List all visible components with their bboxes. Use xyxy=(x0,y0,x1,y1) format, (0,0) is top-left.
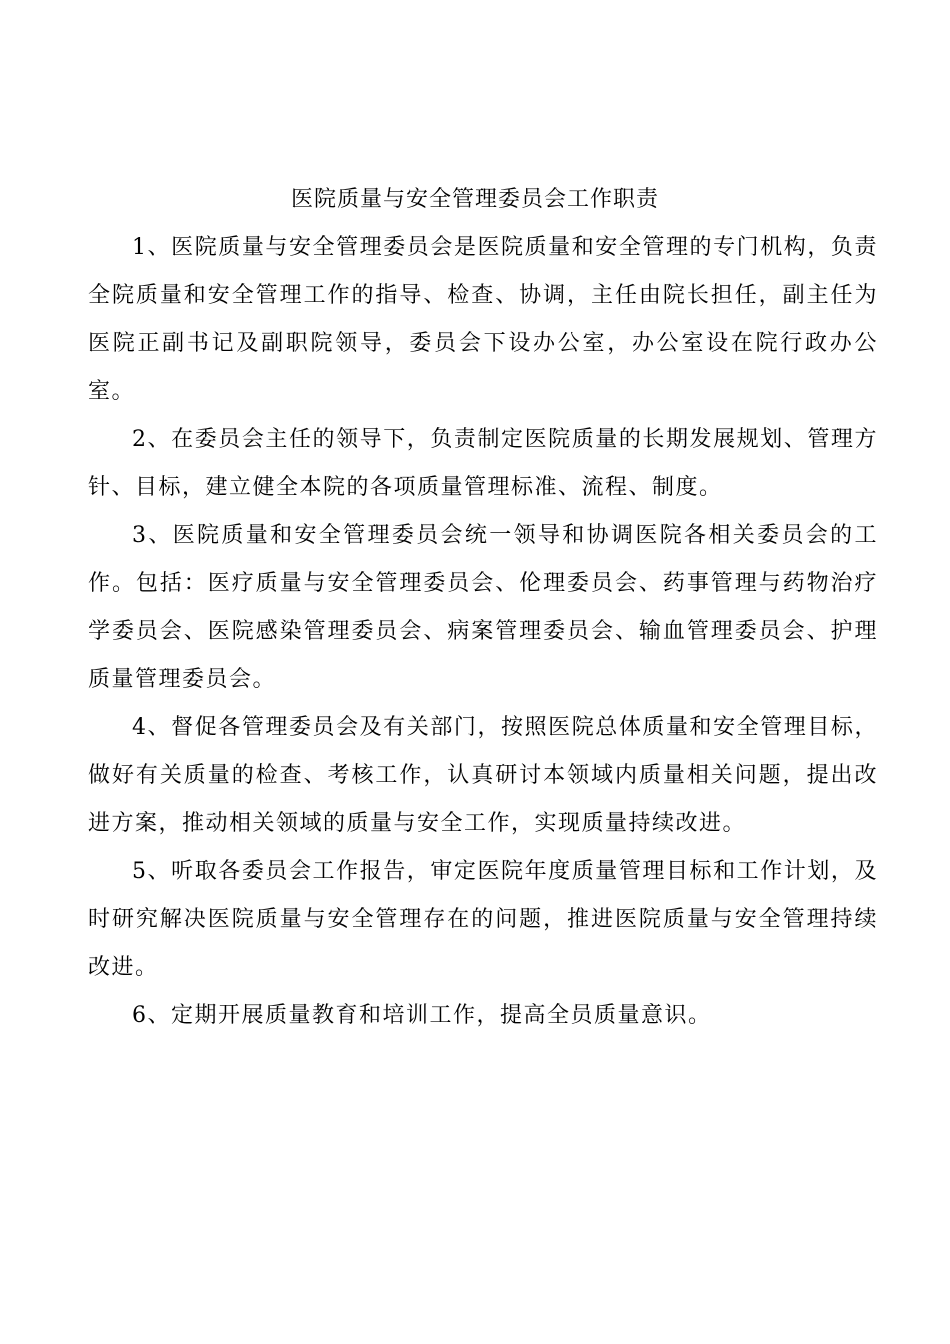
paragraph-5: 5、听取各委员会工作报告，审定医院年度质量管理目标和工作计划，及时研究解决医院质量与安全管理存在的问题，推进医院质量与安全管理持续改进。 xyxy=(88,859,878,980)
paragraph-1: 1、医院质量与安全管理委员会是医院质量和安全管理的专门机构，负责全院质量和安全管理工作的指导、检查、协调，主任由院长担任，副主任为医院正副书记及副职院领导，委员会下设办公室，办公室设在院行政办公室。 xyxy=(88,235,878,404)
document-title: 医院质量与安全管理委员会工作职责 xyxy=(290,187,659,212)
paragraph-6: 6、定期开展质量教育和培训工作，提高全员质量意识。 xyxy=(132,1003,712,1028)
paragraph-4: 4、督促各管理委员会及有关部门，按照医院总体质量和安全管理目标，做好有关质量的检查、考核工作，认真研讨本领域内质量相关问题，提出改进方案，推动相关领域的质量与安全工作，实现质量持续改进。 xyxy=(88,715,878,836)
paragraph-3: 3、医院质量和安全管理委员会统一领导和协调医院各相关委员会的工作。包括：医疗质量与安全管理委员会、伦理委员会、药事管理与药物治疗学委员会、医院感染管理委员会、病案管理委员会、输血管理委员会、护理质量管理委员会。 xyxy=(88,523,878,692)
document-body xyxy=(88,224,878,1040)
paragraph-2: 2、在委员会主任的领导下，负责制定医院质量的长期发展规划、管理方针、目标，建立健全本院的各项质量管理标准、流程、制度。 xyxy=(88,427,878,500)
